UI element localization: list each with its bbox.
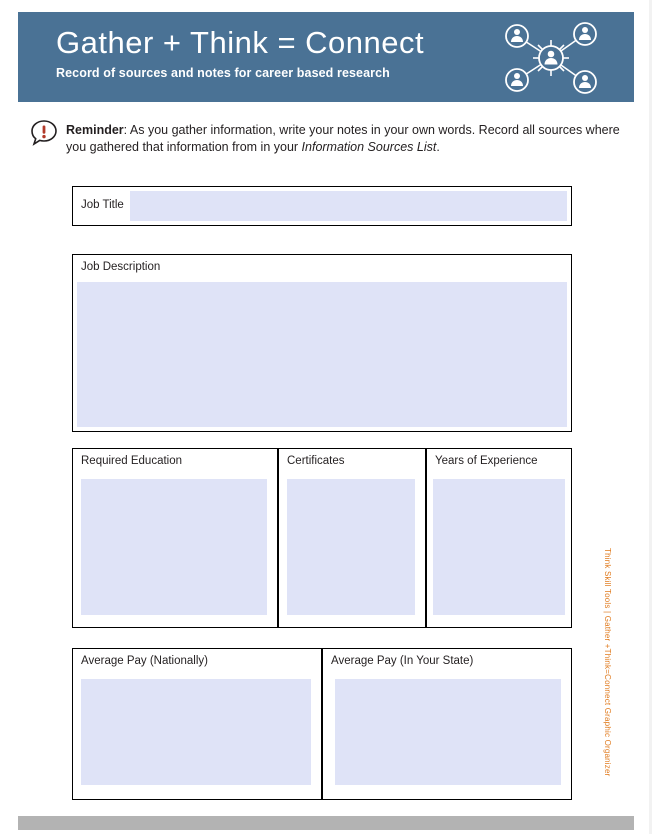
field-job-description[interactable] <box>72 254 572 432</box>
reminder <box>30 118 626 156</box>
reminder-text-part2: . <box>436 140 440 154</box>
field-input-average-pay-state[interactable] <box>335 679 561 785</box>
reminder-text <box>66 118 626 156</box>
field-input-average-pay-nationally[interactable] <box>81 679 311 785</box>
reminder-label: Reminder <box>66 123 124 137</box>
field-average-pay-nationally[interactable] <box>72 648 322 800</box>
field-label-years-of-experience: Years of Experience <box>435 455 538 467</box>
page-title: Gather + Think = Connect <box>56 25 425 60</box>
field-input-required-education[interactable] <box>81 479 267 615</box>
reminder-text-part1: : As you gather information, write your notes in your own words. Record all sources where you gathered that information from in your <box>66 123 620 154</box>
field-label-job-description: Job Description <box>81 261 161 273</box>
field-label-certificates: Certificates <box>287 455 345 467</box>
field-average-pay-state[interactable] <box>322 648 572 800</box>
field-years-of-experience[interactable] <box>426 448 572 628</box>
field-label-required-education: Required Education <box>81 455 183 467</box>
field-certificates[interactable] <box>278 448 426 628</box>
reminder-italic: Information Sources List <box>301 140 437 154</box>
field-job-title[interactable] <box>72 186 572 226</box>
field-input-job-description[interactable] <box>77 282 567 427</box>
field-required-education[interactable] <box>72 448 278 628</box>
field-input-job-title[interactable] <box>130 191 567 221</box>
field-label-job-title: Job Title <box>81 199 124 211</box>
bottom-bar <box>18 816 634 830</box>
field-input-certificates[interactable] <box>287 479 415 615</box>
page-subtitle: Record of sources and notes for career based research <box>56 66 390 80</box>
exclamation-speech-bubble-icon <box>30 119 60 151</box>
field-input-years-of-experience[interactable] <box>433 479 565 615</box>
field-label-average-pay-state: Average Pay (In Your State) <box>331 655 474 667</box>
field-label-average-pay-nationally: Average Pay (Nationally) <box>81 655 208 667</box>
side-caption: Think Skill Tools | Gather +Think=Connect Graphic Organizer <box>603 548 612 777</box>
header-banner <box>18 12 634 102</box>
network-people-icon <box>486 20 616 96</box>
